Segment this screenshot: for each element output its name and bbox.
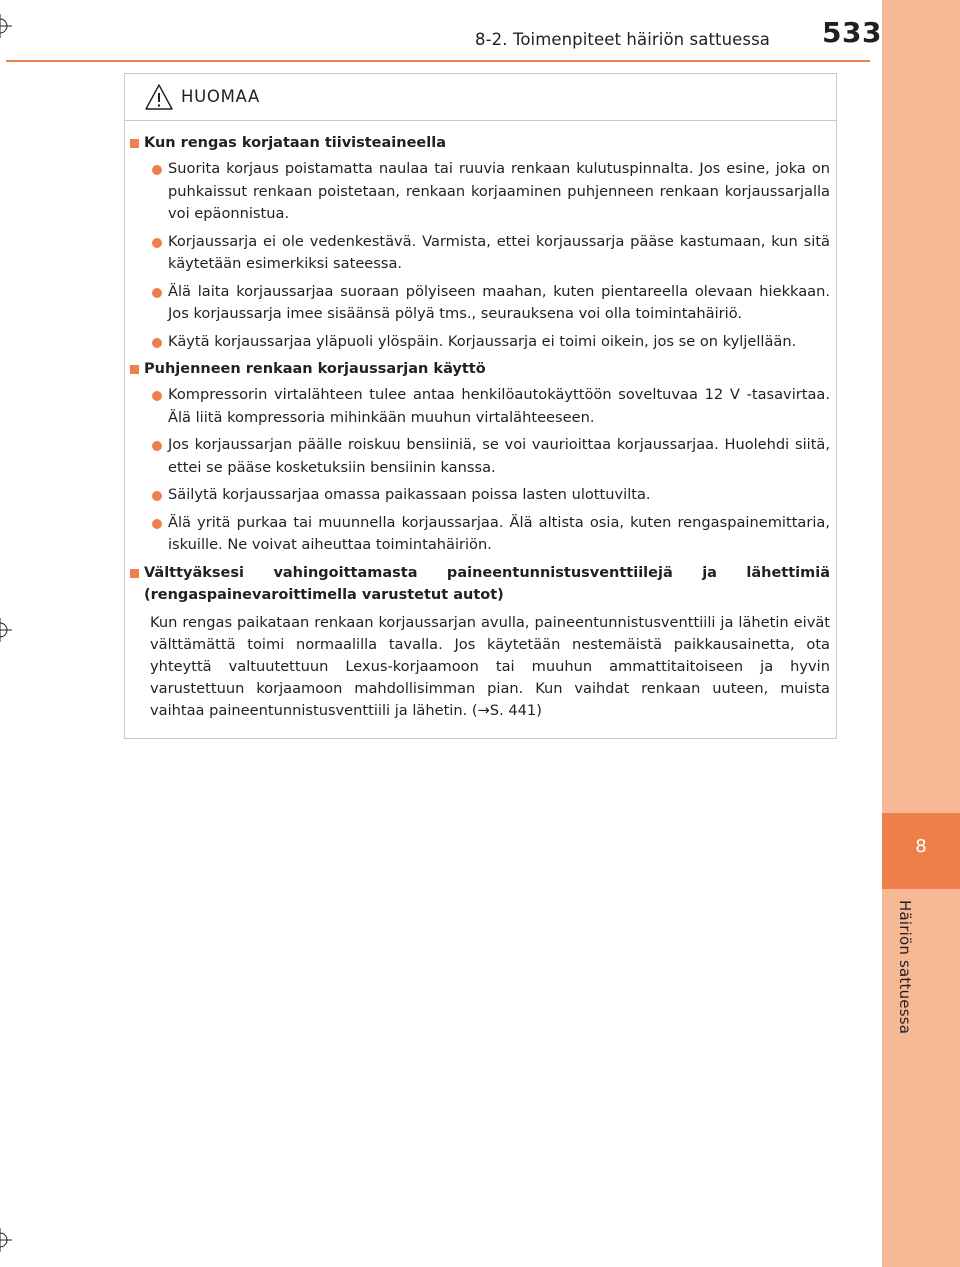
section-heading [130, 562, 830, 606]
chapter-label: Häiriön sattuessa [896, 900, 914, 1035]
circle-bullet-icon [152, 165, 162, 175]
section-heading-text: Välttyäksesi vahingoittamasta paineentunnistusventtiilejä ja lähettimiä (rengaspainevaroittimella varustetut autot) [144, 564, 830, 603]
circle-bullet-icon [152, 491, 162, 501]
section-heading [130, 132, 830, 154]
bullet-text: Käytä korjaussarjaa yläpuoli ylöspäin. Korjaussarja ei toimi oikein, jos se on kyljellään. [168, 332, 797, 350]
bullet-item [130, 281, 830, 326]
header-rule [6, 60, 870, 62]
crop-mark-icon [0, 1228, 12, 1252]
chapter-side-strip [882, 0, 960, 1267]
square-bullet-icon [130, 139, 139, 148]
circle-bullet-icon [152, 391, 162, 401]
section-title: 8-2. Toimenpiteet häiriön sattuessa [475, 30, 770, 49]
bullet-text: Suorita korjaus poistamatta naulaa tai ruuvia renkaan kulutuspinnalta. Jos esine, joka on puhkaissut renkaan poistetaan, renkaan korjaaminen puhjenneen renkaan korjaussarjalla voi epäonnistua. [168, 160, 830, 222]
bullet-text: Jos korjaussarjan päälle roiskuu bensiiniä, se voi vaurioittaa korjaussarjaa. Huolehdi siitä, ettei se pääse kosketuksiin bensiinin kanssa. [168, 436, 830, 476]
circle-bullet-icon [152, 441, 162, 451]
square-bullet-icon [130, 365, 139, 374]
caution-header [125, 74, 836, 121]
bullet-text: Älä laita korjaussarjaa suoraan pölyiseen maahan, kuten pientareella olevaan hiekkaan. Jos korjaussarja imee sisäänsä pölyä tms., seurauksena voi olla toimintahäiriö. [168, 282, 830, 322]
bullet-text: Säilytä korjaussarjaa omassa paikassaan poissa lasten ulottuvilta. [168, 486, 651, 503]
crop-mark-icon [0, 618, 12, 642]
section-heading [130, 358, 830, 380]
bullet-item [130, 384, 830, 429]
section-heading-text: Kun rengas korjataan tiivisteaineella [144, 135, 446, 151]
crop-mark-icon [0, 14, 12, 38]
section-paragraph: Kun rengas paikataan renkaan korjaussarjan avulla, paineentunnistusventtiili ja lähetin eivät välttämättä toimi normaalilla tavalla. Jos käytetään nestemäistä paikkausainetta, ota yhteyttä valtuutettuun Lexus-korjaamoon tai muuhun ammattitaitoiseen ja hyvin varustettuun korjaamoon mahdollisimman pian. Kun vaihdat renkaan uuteen, muista vaihtaa paineentunnistusventtiili ja lähetin. (→S. 441) [150, 613, 830, 719]
circle-bullet-icon [152, 288, 162, 298]
circle-bullet-icon [152, 238, 162, 248]
section-heading-text: Puhjenneen renkaan korjaussarjan käyttö [144, 361, 486, 377]
caution-content [130, 132, 830, 722]
bullet-item [130, 158, 830, 226]
bullet-item [130, 484, 830, 507]
chapter-number: 8 [915, 836, 927, 857]
circle-bullet-icon [152, 519, 162, 529]
bullet-item [130, 434, 830, 479]
bullet-text: Kompressorin virtalähteen tulee antaa henkilöautokäyttöön soveltuvaa 12 V -tasavirtaa. Älä liitä kompressoria mihinkään muuhun virtalähteeseen. [168, 386, 830, 426]
bullet-item [130, 231, 830, 276]
page-number: 533 [822, 16, 882, 49]
circle-bullet-icon [152, 338, 162, 348]
bullet-item [130, 512, 830, 557]
warning-triangle-icon [144, 83, 174, 111]
bullet-text: Korjaussarja ei ole vedenkestävä. Varmista, ettei korjaussarja pääse kastumaan, kun sitä käytetään esimerkiksi sateessa. [168, 232, 830, 272]
square-bullet-icon [130, 569, 139, 578]
caution-title: HUOMAA [181, 87, 260, 106]
bullet-text: Älä yritä purkaa tai muunnella korjaussarjaa. Älä altista osia, kuten rengaspainemittaria, iskuille. Ne voivat aiheuttaa toimintahäiriön. [168, 513, 830, 553]
bullet-item [130, 331, 830, 354]
